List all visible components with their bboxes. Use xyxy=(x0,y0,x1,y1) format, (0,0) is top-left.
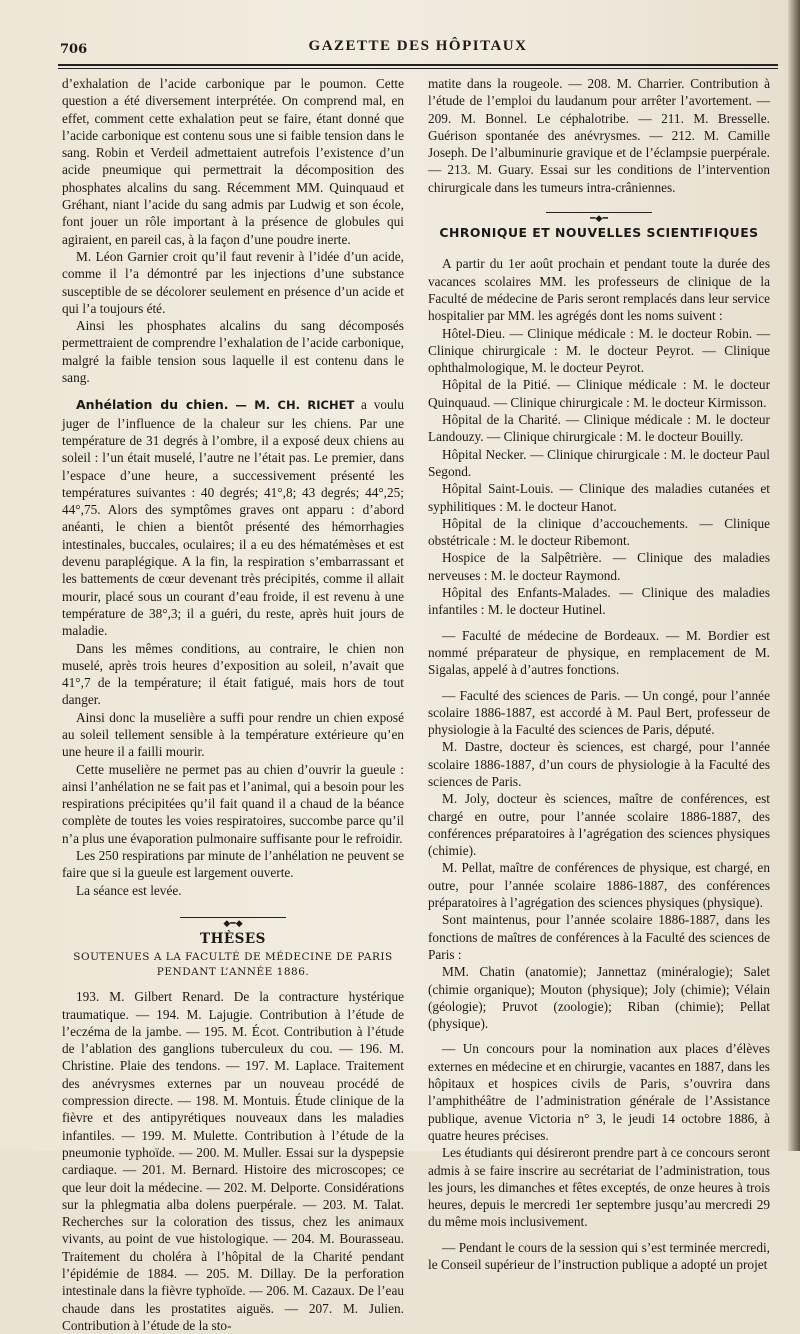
page-header xyxy=(58,36,778,60)
paragraph-exhalation: d’exhalation de l’acide carbonique par le poumon. Cette question a été diversement interprétée. On comprend mal, en effet, comment cette exhalation peut se faire, étant donné que l’acide carbonique est contenu sous une si faible tension dans le sang. Robin et Verdeil admettaient autrefois l’existence d’un acide pneumique qui permettrait la décomposition des phosphates alcalins du sang. Récemment MM. Quinquaud et Gréhant, niant l’acide du sang admis par Ludwig et son école, font jouer un rôle important à la présence de globules qui agiraient, en pareil cas, à la façon d’une poudre inerte. xyxy=(62,76,404,247)
chronique-charite: Hôpital de la Charité. — Clinique médicale : M. le docteur Landouzy. — Clinique chirurgicale : M. le docteur Bouilly. xyxy=(428,412,770,445)
theses-subtitle-line2: PENDANT L’ANNÉE 1886. xyxy=(156,966,310,979)
chronique-paragraph-vacances: A partir du 1er août prochain et pendant toute la durée des vacances scolaires MM. les professeurs de clinique de la Faculté de médecine de Paris seront remplacés dans leur service hospitalier par MM. les agrégés dont les noms suivent : xyxy=(428,256,770,324)
chronique-title: CHRONIQUE ET NOUVELLES SCIENTIFIQUES xyxy=(439,225,759,241)
chronique-enfants-malades: Hôpital des Enfants-Malades. — Clinique des maladies infantiles : M. le docteur Hutinel. xyxy=(428,585,770,618)
paragraph-garnier: M. Léon Garnier croit qu’il faut revenir à l’idée d’un acide, comme il l’a démontré par les injections d’une substance susceptible de se décolorer seulement en présence d’un acide et qui l’a toujours été. xyxy=(62,248,404,316)
chronique-sciences-paris: — Faculté des sciences de Paris. — Un congé, pour l’année scolaire 1886-1887, est accordé à M. Paul Bert, professeur de physiologie à la Faculté des sciences de Paris, député. xyxy=(428,687,770,738)
subsection-title-anhelation: Anhélation du chien. xyxy=(76,397,229,413)
paragraph-gueule: Cette muselière ne permet pas au chien d’ouvrir la gueule : ainsi l’anhélation ne se fait pas et l’animal, qui a besoin pour les respirations précipitées qu’il fait quand il a chaud de la béance complète de toutes les voies respiratoires, succombe parce qu’il n’a plus une évaporation pulmonaire suffisante pour le refroidir. xyxy=(62,761,404,846)
paragraph-respirations: Les 250 respirations par minute de l’anhélation ne peuvent se faire que si la gueule est largement ouverte. xyxy=(62,848,404,881)
chronique-conseil: — Pendant le cours de la session qui s’est terminée mercredi, le Conseil supérieur de l’instruction publique a adopté un projet xyxy=(428,1239,770,1272)
chronique-accouchements: Hôpital de la clinique d’accouchements. — Clinique obstétricale : M. le docteur Ribemont. xyxy=(428,515,770,549)
left-column xyxy=(62,75,404,1334)
chronique-pellat: M. Pellat, maître de conférences de physique, est chargé, en outre, pour l’année scolaire 1886-1887, des conférences préparatoires à l’agrégation des sciences physiques (physique). xyxy=(428,860,770,911)
chronique-joly: M. Joly, docteur ès sciences, maître de conférences, est chargé en outre, pour l’année scolaire 1886-1887, des conférences préparatoires à l’agrégation des sciences physiques (chimie). xyxy=(428,791,770,859)
section-divider-ornament: ◆━◆ xyxy=(62,913,404,921)
paragraph-non-muselé: Dans les mêmes conditions, au contraire, le chien non muselé, après trois heures d’exposition au soleil, n’avait que 41°,7 de la température; il était fatigué, mais hors de tout danger. xyxy=(62,640,404,708)
chronique-divider-ornament: ━◆━ xyxy=(428,208,770,216)
theses-subtitle-line1: SOUTENUES A LA FACULTÉ DE MÉDECINE DE PARIS xyxy=(73,951,393,964)
page-binding-edge xyxy=(788,0,800,1151)
page-number: 706 xyxy=(60,42,88,57)
theses-title: THÈSES xyxy=(200,930,266,947)
right-column xyxy=(428,75,770,1273)
header-rule-thick xyxy=(58,64,778,66)
chronique-hotel-dieu: Hôtel-Dieu. — Clinique médicale : M. le docteur Robin. — Clinique chirurgicale : M. le docteur Peyrot. — Clinique ophthalmologique, M. le docteur Peyrot. xyxy=(428,325,770,376)
chronique-dastre: M. Dastre, docteur ès sciences, est chargé, pour l’année scolaire 1886-1887, d’un cours de physiologie à la Faculté des sciences de Paris. xyxy=(428,739,770,789)
chronique-inscription: Les étudiants qui désireront prendre part à ce concours seront admis à se faire inscrire au secrétariat de l’administration, tous les jours, les dimanches et fêtes exceptés, de onze heures à trois heures, depuis le mercredi 1er septembre jusqu’au mercredi 29 du même mois inclusivement. xyxy=(428,1145,770,1230)
journal-title: GAZETTE DES HÔPITAUX xyxy=(308,38,528,54)
chronique-salpetriere: Hospice de la Salpêtrière. — Clinique des maladies nerveuses : M. le docteur Raymond. xyxy=(428,550,770,583)
chronique-pitie: Hôpital de la Pitié. — Clinique médicale : M. le docteur Quinquaud. — Clinique chirurgicale : M. le docteur Kirmisson. xyxy=(428,377,770,410)
theses-list-continued: matite dans la rougeole. — 208. M. Charrier. Contribution à l’étude de l’emploi du laudanum pour arrêter l’avortement. — 209. M. Bonnel. Le céphalotribe. — 211. M. Bresselle. Guérison spontanée des anévrysmes. — 212. M. Camille Joseph. De l’albuminurie gravique et de l’éclampsie puerpérale. — 213. M. Guary. Essai sur les conditions de l’intervention chirurgicale dans les tumeurs intra-crâniennes. xyxy=(428,76,770,195)
paragraph-anhelation xyxy=(62,396,404,639)
paragraph-seance-levee: La séance est levée. xyxy=(76,882,182,898)
theses-subtitle xyxy=(62,950,404,980)
theses-list: 193. M. Gilbert Renard. De la contracture hystérique traumatique. — 194. M. Lajugie. Contribution à l’étude de l’eczéma de la jambe. — 195. M. Écot. Contribution à l’étude de l’ablation des ganglions tuberculeux du cou. — 196. M. Christine. Plaie des tendons. — 197. M. Laplace. Traitement des anévrysmes externes par un nouveau procédé de compression directe. — 198. M. Montuis. Étude clinique de la fièvre et des antipyrétiques nouveaux dans les maladies infantiles. — 199. M. Mulette. Contribution à l’étude de la pneumonie typhoïde. — 200. M. Muller. Essai sur la dyspepsie cardiaque. — 201. M. Bernard. Histoire des microscopes; ce que leur doit la médecine. — 202. M. Delporte. Considérations sur la phlegmatia alba dolens puerpérale. — 203. M. Talat. Recherches sur la coloration des tissus, chez les animaux vivants, au point de vue histologique. — 204. M. Bourasseau. Traitement du choléra à l’hôpital de la Charité pendant l’épidémie de 1884. — 205. M. Dillay. De la perforation intestinale dans la fièvre typhoïde. — 206. M. Cazaux. De l’eau chaude dans les prostatites aiguës. — 207. M. Julien. Contribution à l’étude de la sto- xyxy=(62,989,404,1333)
chronique-saint-louis: Hôpital Saint-Louis. — Clinique des maladies cutanées et syphilitiques : M. le docteur Hanot. xyxy=(428,481,770,514)
chronique-maitres-list: MM. Chatin (anatomie); Jannettaz (minéralogie); Salet (chimie organique); Mouton (physique); Joly (chimie); Vélain (géologie); Pruvot (zoologie); Riban (chimie); Pellat (physique). xyxy=(428,964,770,1032)
header-rule-thin xyxy=(58,68,778,69)
chronique-necker: Hôpital Necker. — Clinique chirurgicale : M. le docteur Paul Segond. xyxy=(428,446,770,479)
author-richet: — M. CH. RICHET xyxy=(235,398,355,413)
anhelation-text: a voulu juger de l’influence de la chaleur sur les chiens. Par une température de 31 degrés à l’ombre, il a exposé deux chiens au soleil : l’un était muselé, l’autre ne l’était pas. Le premier, dans l’espace d’une heure, a successivement présenté les températures suivantes : 40 degrés; 41°,8; 43 degrés; 44°,25; 44°,75. Alors des symptômes graves ont apparu : d’abord anéanti, le chien a bientôt présenté des hémorrhagies intestinales, buccales, oculaires; il a eu des hématémèses et est devenu paraplégique. A la fin, la respiration s’embarrassant et les battements de cœur devenant très précipités, comme il allait mourir, placé sous un courant d’eau froide, il est revenu à une température de 38°,3; il a guéri, du reste, après huit jours de maladie. xyxy=(62,397,405,639)
chronique-maintenus: Sont maintenus, pour l’année scolaire 1886-1887, dans les fonctions de maîtres de conférences à la Faculté des sciences de Paris : xyxy=(428,912,770,962)
paragraph-muselière: Ainsi donc la muselière a suffi pour rendre un chien exposé au soleil tellement sensible à la température extérieure qu’en une heure il a failli mourir. xyxy=(62,709,404,760)
chronique-bordeaux: — Faculté de médecine de Bordeaux. — M. Bordier est nommé préparateur de physique, en remplacement de M. Sigalas, appelé à d’autres fonctions. xyxy=(428,627,770,678)
paragraph-phosphates: Ainsi les phosphates alcalins du sang décomposés permettraient de comprendre l’exhalation de l’acide carbonique, malgré la faible tension sous laquelle il est contenu dans le sang. xyxy=(62,318,404,386)
chronique-concours: — Un concours pour la nomination aux places d’élèves externes en médecine et en chirurgie, vacantes en 1887, dans les hôpitaux et hospices civils de Paris, s’ouvrira dans l’amphithéâtre de l’administration générale de l’Assistance publique, avenue Victoria n° 3, le jeudi 14 octobre 1886, à quatre heures précises. xyxy=(428,1041,770,1143)
